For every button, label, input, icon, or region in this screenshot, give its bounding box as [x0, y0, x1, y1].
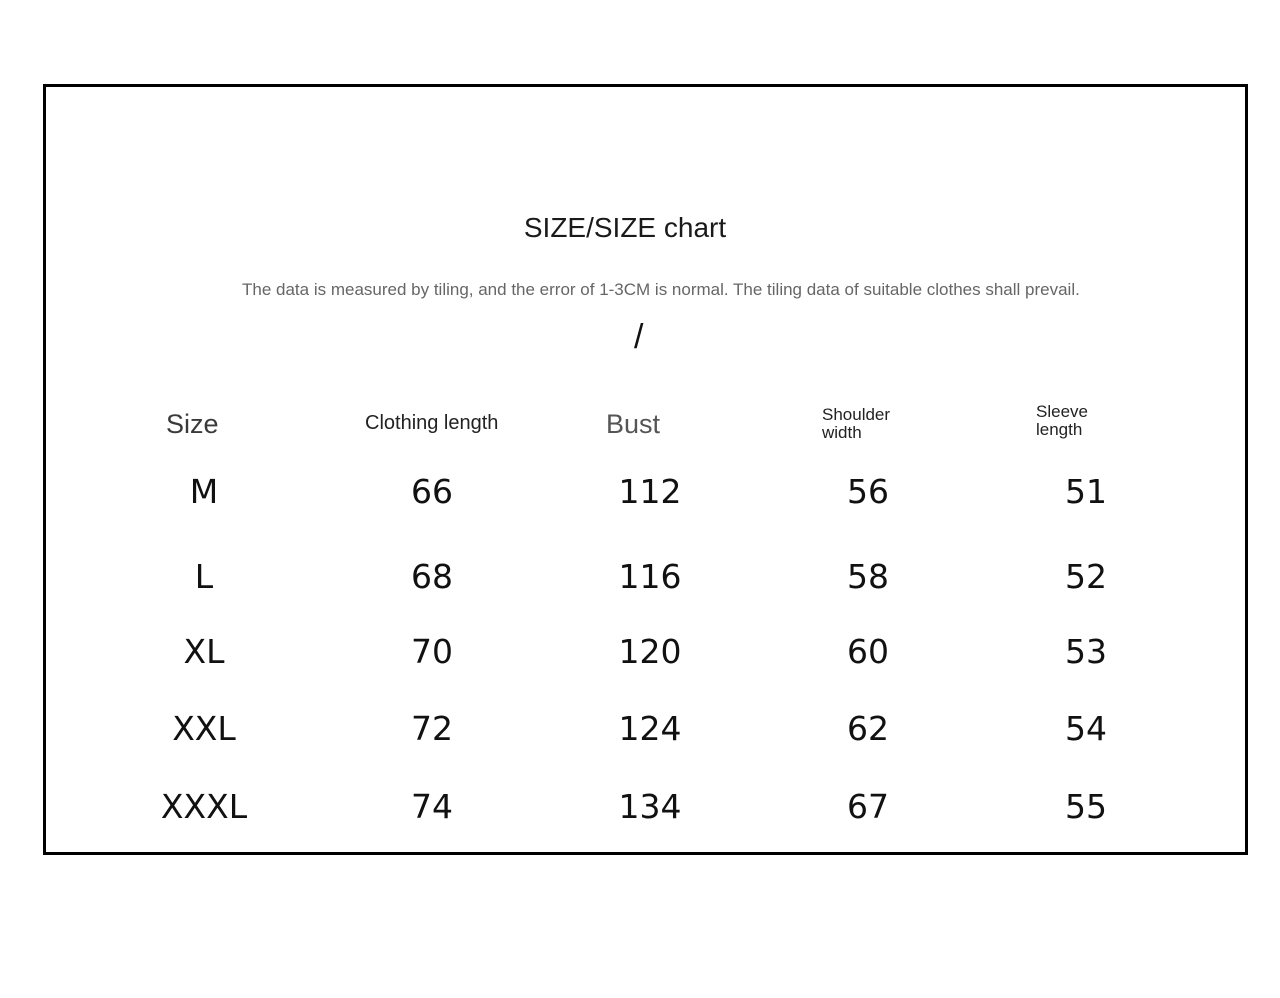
table-cell-sleeve-length: 54: [1065, 709, 1107, 748]
table-cell-bust: 124: [618, 709, 682, 748]
table-cell-clothing-length: 68: [411, 557, 453, 596]
header-clothing-length: Clothing length: [365, 412, 499, 434]
table-cell-sleeve-length: 53: [1065, 632, 1107, 671]
table-cell-bust: 112: [618, 472, 682, 511]
table-cell-clothing-length: 70: [411, 632, 453, 671]
header-size: Size: [166, 409, 219, 439]
table-cell-sleeve-length: 52: [1065, 557, 1107, 596]
table-cell-shoulder-width: 60: [847, 632, 889, 671]
header-bust: Bust: [606, 409, 661, 439]
table-cell-clothing-length: 66: [411, 472, 453, 511]
chart-title: SIZE/SIZE chart: [523, 212, 727, 243]
separator-slash: /: [634, 318, 644, 356]
table-cell-shoulder-width: 67: [847, 787, 889, 826]
table-cell-shoulder-width: 62: [847, 709, 889, 748]
header-shoulder-width: Shoulder width: [822, 405, 891, 442]
table-cell-shoulder-width: 56: [847, 472, 889, 511]
table-cell-bust: 116: [618, 557, 682, 596]
table-cell-size: L: [194, 557, 214, 596]
table-cell-bust: 134: [618, 787, 682, 826]
table-cell-clothing-length: 72: [411, 709, 453, 748]
table-cell-shoulder-width: 58: [847, 557, 889, 596]
header-sleeve-length: Sleeve length: [1036, 402, 1088, 439]
measurement-note: The data is measured by tiling, and the error of 1-3CM is normal. The tiling data of suitable clothes shall prevail.: [242, 280, 1080, 299]
table-cell-clothing-length: 74: [411, 787, 453, 826]
table-cell-size: XL: [183, 632, 225, 671]
table-cell-sleeve-length: 51: [1065, 472, 1107, 511]
table-cell-size: XXL: [172, 709, 236, 748]
table-cell-size: XXXL: [160, 787, 248, 826]
table-cell-size: M: [189, 472, 219, 511]
table-cell-sleeve-length: 55: [1065, 787, 1107, 826]
table-cell-bust: 120: [618, 632, 682, 671]
